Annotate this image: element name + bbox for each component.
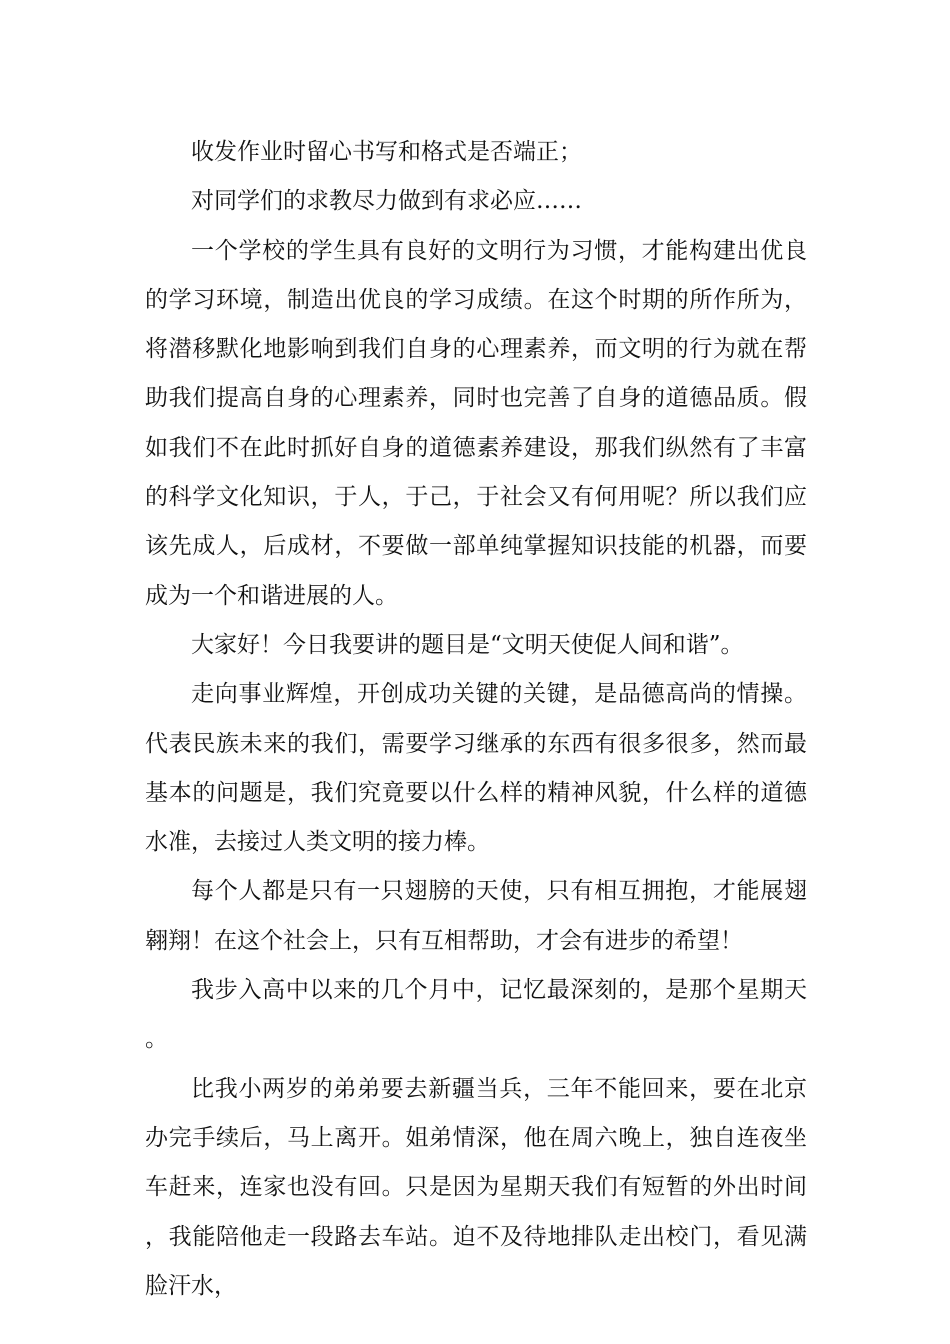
- paragraph: 我步入高中以来的几个月中，记忆最深刻的，是那个星期天。: [145, 977, 807, 1053]
- paragraph: 对同学们的求教尽力做到有求必应……: [191, 188, 582, 215]
- document-body: [145, 128, 807, 1311]
- paragraph: 走向事业辉煌，开创成功关键的关键，是品德高尚的情操。代表民族未来的我们，需要学习继承的东西有很多很多，然而最基本的问题是，我们究竟要以什么样的精神风貌，什么样的道德水准，去接过人类文明的接力棒。: [145, 681, 807, 856]
- paragraph: 比我小两岁的弟弟要去新疆当兵，三年不能回来，要在北京办完手续后，马上离开。姐弟情深，他在周六晚上，独自连夜坐车赶来，连家也没有回。只是因为星期天我们有短暂的外出时间，我能陪他走一段路去车站。迫不及待地排队走出校门，看见满脸汗水，: [145, 1075, 807, 1299]
- paragraph: 每个人都是只有一只翅膀的天使，只有相互拥抱，才能展翅翱翔！在这个社会上，只有互相帮助，才会有进步的希望！: [145, 878, 807, 954]
- paragraph: 收发作业时留心书写和格式是否端正；: [191, 139, 582, 165]
- paragraph: 大家好！今日我要讲的题目是“文明天使促人间和谐”。: [191, 631, 744, 658]
- paragraph: 一个学校的学生具有良好的文明行为习惯，才能构建出优良的学习环境，制造出优良的学习成绩。在这个时期的所作所为，将潜移默化地影响到我们自身的心理素养，而文明的行为就在帮助我们提高自身的心理素养，同时也完善了自身的道德品质。假如我们不在此时抓好自身的道德素养建设，那我们纵然有了丰富的科学文化知识，于人，于己，于社会又有何用呢？所以我们应该先成人，后成材，不要做一部单纯掌握知识技能的机器，而要成为一个和谐进展的人。: [145, 237, 807, 609]
